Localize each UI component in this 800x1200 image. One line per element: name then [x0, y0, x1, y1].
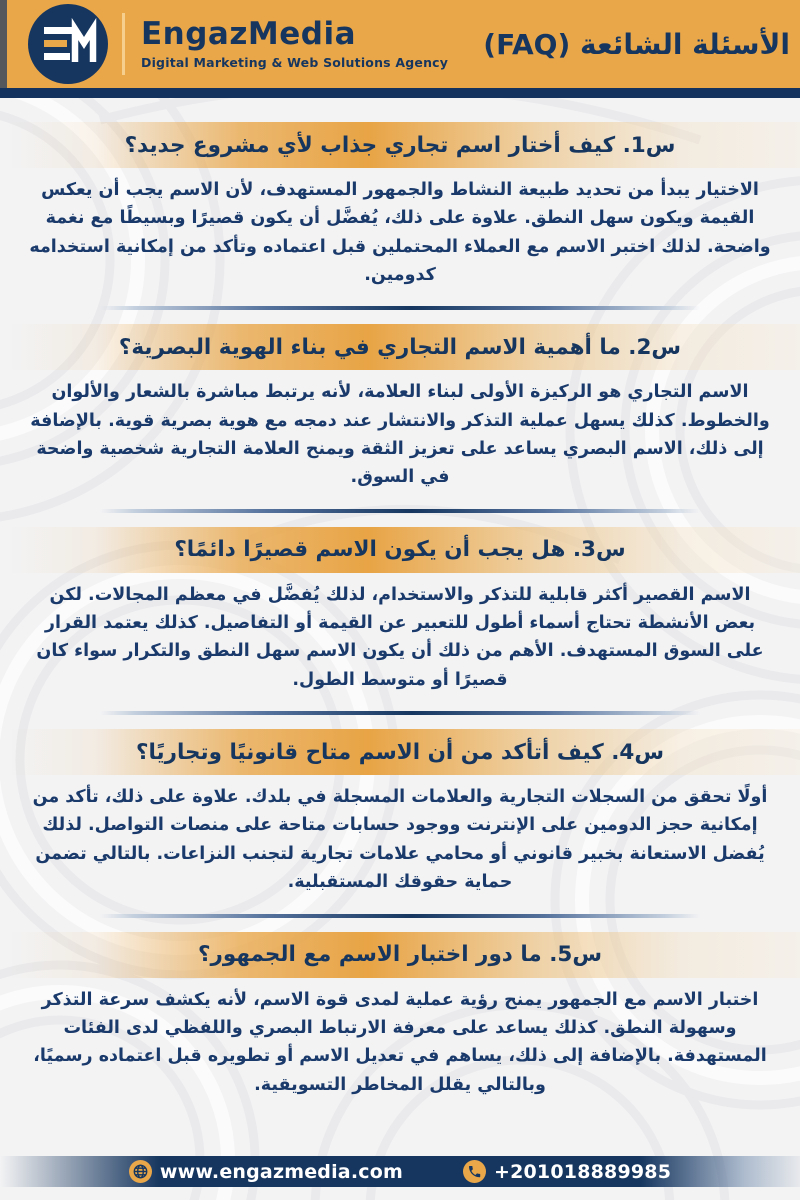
- answer-1: الاختيار يبدأ من تحديد طبيعة النشاط والجمهور المستهدف، لأن الاسم يجب أن يعكس القيمة ويكون سهل النطق. علاوة على ذلك، يُفضَّل أن يكون قصيرًا وبسيطًا مع نغمة واضحة. لذلك اختبر الاسم مع العملاء المحتملين قبل اعتماده وتأكد من إمكانية استخدامه كدومين.: [29, 180, 771, 286]
- header: [0, 0, 800, 88]
- question-2: س2. ما أهمية الاسم التجاري في بناء الهوية البصرية؟: [118, 334, 682, 360]
- question-band: [0, 122, 800, 168]
- footer-bar: [0, 1156, 800, 1187]
- question-band: [0, 324, 800, 370]
- brand-block: [141, 18, 448, 70]
- section-divider: [100, 711, 700, 715]
- question-5: س5. ما دور اختبار الاسم مع الجمهور؟: [198, 942, 602, 967]
- question-band: [0, 729, 800, 775]
- brand-tagline: Digital Marketing & Web Solutions Agency: [141, 54, 449, 70]
- em-monogram-icon: [28, 4, 108, 84]
- faq-section-2: [0, 324, 800, 512]
- faq-section-3: [0, 527, 800, 715]
- header-rule: [0, 88, 800, 98]
- brand-name: EngazMedia: [141, 16, 357, 53]
- website-url[interactable]: www.engazmedia.com: [159, 1160, 403, 1183]
- answer-4: أولًا تحقق من السجلات التجارية والعلامات المسجلة في بلدك. علاوة على ذلك، تأكد من إمكانية حجز الدومين على الإنترنت ووجود حسابات متاحة على منصات التواصل. لذلك يُفضل الاستعانة بخبير قانوني أو محامي علامات تجارية لتجنب النزاعات. بالتالي تضمن حماية حقوقك المستقبلية.: [32, 787, 768, 893]
- footer-phone[interactable]: [463, 1160, 671, 1183]
- globe-icon: [129, 1160, 152, 1183]
- question-1: س1. كيف أختار اسم تجاري جذاب لأي مشروع جديد؟: [124, 132, 676, 158]
- faq-section-5: [0, 932, 800, 1099]
- question-4: س4. كيف أتأكد من أن الاسم متاح قانونيًا وتجاريًا؟: [135, 739, 665, 765]
- phone-icon: [463, 1160, 486, 1183]
- footer-website[interactable]: [129, 1160, 403, 1183]
- answer-5: اختبار الاسم مع الجمهور يمنح رؤية عملية لمدى قوة الاسم، لأنه يكشف سرعة التذكر وسهولة النطق. كذلك يساعد على معرفة الارتباط البصري واللفظي لدى الفئات المستهدفة. بالإضافة إلى ذلك، يساهم في تعديل الاسم أو تطويره قبل اعتماده رسميًا، وبالتالي يقلل المخاطر التسويقية.: [33, 989, 767, 1095]
- section-divider: [100, 914, 700, 918]
- faq-section-4: [0, 729, 800, 917]
- faq-section-1: [0, 122, 800, 310]
- section-divider: [100, 509, 700, 513]
- question-band: [0, 527, 800, 573]
- faq-content: [0, 122, 800, 1099]
- section-divider: [100, 306, 700, 310]
- answer-2: الاسم التجاري هو الركيزة الأولى لبناء العلامة، لأنه يرتبط مباشرة بالشعار والألوان والخطوط. كذلك يسهل عملية التذكر والانتشار عند دمجه مع هوية بصرية قوية. بالإضافة إلى ذلك، الاسم البصري يساعد على تعزيز الثقة ويمنح العلامة التجارية شخصية واضحة في السوق.: [30, 382, 770, 488]
- question-3: س3. هل يجب أن يكون الاسم قصيرًا دائمًا؟: [174, 537, 626, 563]
- header-left-edge: [0, 0, 7, 88]
- brand-separator: [122, 13, 125, 75]
- page-title: الأسئلة الشائعة (FAQ): [483, 27, 790, 61]
- phone-number[interactable]: +201018889985: [493, 1160, 672, 1183]
- question-band: [0, 932, 800, 978]
- answer-3: الاسم القصير أكثر قابلية للتذكر والاستخدام، لذلك يُفضَّل في معظم المجالات. لكن بعض الأنشطة تحتاج أسماء أطول للتعبير عن القيمة أو التفاصيل. كذلك يعتمد القرار على السوق المستهدف. الأهم من ذلك أن يكون الاسم سهل النطق والتكرار سواء كان قصيرًا أو متوسط الطول.: [36, 584, 764, 690]
